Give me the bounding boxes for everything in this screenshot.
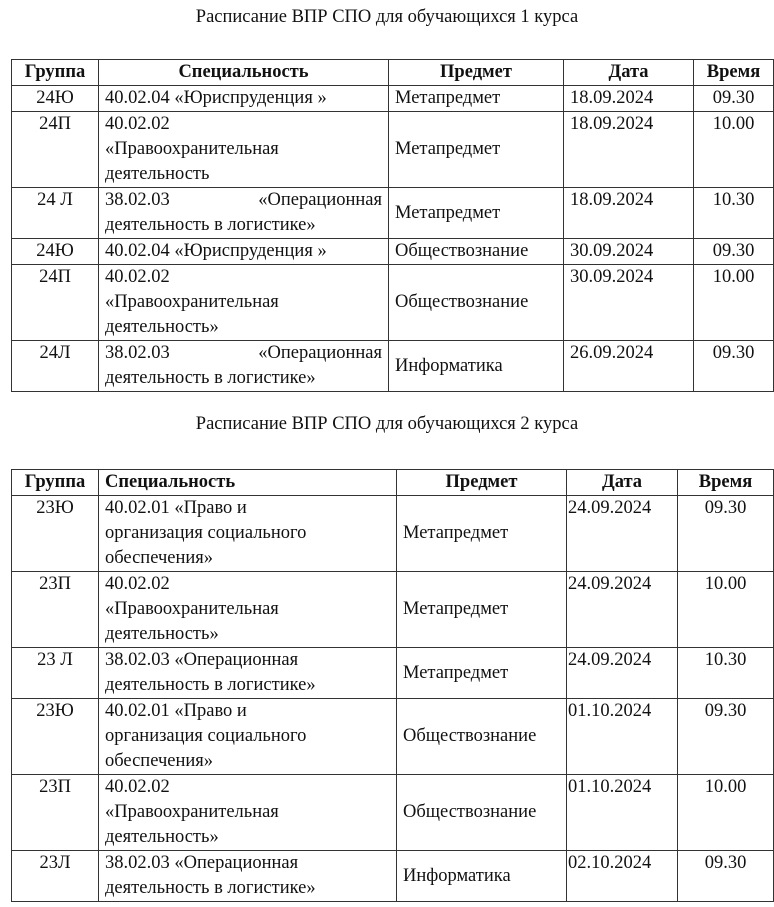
specialty-line: 40.02.02 [105,777,170,797]
specialty-line: «Правоохранительная [105,599,279,619]
cell-specialty [99,775,397,851]
cell-date: 18.09.2024 [564,86,694,112]
header-group: Группа [12,60,99,86]
header-specialty: Специальность [99,470,397,496]
table-row [12,341,774,392]
specialty-line: 40.02.02 [105,267,170,287]
specialty-line: 38.02.03 «Операционная [105,343,382,363]
header-subject: Предмет [389,60,564,86]
header-group: Группа [12,470,99,496]
cell-specialty [99,496,397,572]
schedule-title-course-1: Расписание ВПР СПО для обучающихся 1 курса [195,7,579,27]
table-row [12,648,774,699]
table-row [12,851,774,902]
cell-time: 10.30 [694,188,774,239]
cell-specialty [99,699,397,775]
cell-group: 23П [12,775,99,851]
specialty-line: 38.02.03 «Операционная [105,853,299,873]
cell-group: 24Ю [12,239,99,265]
cell-specialty [99,648,397,699]
cell-group: 24Ю [12,86,99,112]
specialty-line: деятельность» [105,827,219,847]
cell-group: 24П [12,265,99,341]
specialty-line: 38.02.03 «Операционная [105,190,382,210]
cell-subject: Информатика [397,851,567,902]
cell-subject: Метапредмет [397,648,567,699]
specialty-line: обеспечения» [105,751,214,771]
cell-date: 18.09.2024 [564,188,694,239]
specialty-line: организация социального [105,523,307,543]
cell-specialty [99,341,389,392]
specialty-line: 40.02.01 «Право и [105,701,247,721]
cell-date: 30.09.2024 [564,265,694,341]
cell-subject: Информатика [389,341,564,392]
cell-group: 23Л [12,851,99,902]
cell-group: 24П [12,112,99,188]
cell-group: 24Л [12,341,99,392]
cell-time: 09.30 [694,86,774,112]
specialty-line: «Правоохранительная [105,292,279,312]
specialty-line: деятельность» [105,624,219,644]
specialty-line: «Правоохранительная [105,139,279,159]
specialty-line: деятельность в логистике» [105,878,316,898]
table-row [12,112,774,188]
cell-date: 18.09.2024 [564,112,694,188]
cell-subject: Обществознание [389,239,564,265]
cell-group: 24 Л [12,188,99,239]
cell-subject: Метапредмет [389,112,564,188]
cell-date: 24.09.2024 [567,496,678,572]
cell-specialty [99,239,389,265]
cell-date: 30.09.2024 [564,239,694,265]
cell-specialty [99,188,389,239]
cell-time: 09.30 [694,239,774,265]
specialty-line: 40.02.02 [105,114,170,134]
cell-time: 09.30 [678,496,774,572]
table-row [12,188,774,239]
table-header-row [12,60,774,86]
cell-time: 10.00 [678,775,774,851]
specialty-line: организация социального [105,726,307,746]
schedule-table-course-2 [11,469,774,902]
cell-subject: Обществознание [397,775,567,851]
cell-time: 10.30 [678,648,774,699]
specialty-line: «Правоохранительная [105,802,279,822]
cell-date: 02.10.2024 [567,851,678,902]
header-time: Время [694,60,774,86]
cell-time: 09.30 [694,341,774,392]
table-header-row [12,470,774,496]
cell-date: 24.09.2024 [567,572,678,648]
cell-subject: Обществознание [389,265,564,341]
cell-subject: Метапредмет [389,86,564,112]
cell-date: 01.10.2024 [567,775,678,851]
specialty-line: 38.02.03 «Операционная [105,650,299,670]
table-row [12,239,774,265]
cell-specialty [99,265,389,341]
specialty-line: деятельность [105,164,210,184]
cell-subject: Обществознание [397,699,567,775]
cell-group: 23Ю [12,496,99,572]
specialty-line: 40.02.01 «Право и [105,498,247,518]
table-row [12,265,774,341]
header-time: Время [678,470,774,496]
specialty-line: обеспечения» [105,548,214,568]
header-date: Дата [564,60,694,86]
specialty-line: деятельность» [105,317,219,337]
cell-subject: Метапредмет [397,572,567,648]
cell-time: 09.30 [678,851,774,902]
table-row [12,86,774,112]
cell-subject: Метапредмет [389,188,564,239]
table-row [12,699,774,775]
cell-time: 10.00 [694,265,774,341]
table-row [12,572,774,648]
specialty-line: деятельность в логистике» [105,215,316,235]
cell-specialty [99,112,389,188]
cell-date: 24.09.2024 [567,648,678,699]
cell-specialty [99,851,397,902]
schedule-title-course-2: Расписание ВПР СПО для обучающихся 2 курса [195,414,579,434]
cell-subject: Метапредмет [397,496,567,572]
specialty-line: 40.02.04 «Юриспруденция » [105,88,327,108]
table-row [12,496,774,572]
cell-time: 09.30 [678,699,774,775]
header-subject: Предмет [397,470,567,496]
cell-time: 10.00 [678,572,774,648]
header-specialty: Специальность [99,60,389,86]
cell-specialty [99,572,397,648]
specialty-line: 40.02.04 «Юриспруденция » [105,241,327,261]
header-date: Дата [567,470,678,496]
schedule-table-course-1 [11,59,774,392]
specialty-line: деятельность в логистике» [105,675,316,695]
cell-date: 01.10.2024 [567,699,678,775]
cell-date: 26.09.2024 [564,341,694,392]
table-row [12,775,774,851]
cell-time: 10.00 [694,112,774,188]
cell-group: 23 Л [12,648,99,699]
specialty-line: деятельность в логистике» [105,368,316,388]
cell-group: 23Ю [12,699,99,775]
specialty-line: 40.02.02 [105,574,170,594]
cell-specialty [99,86,389,112]
cell-group: 23П [12,572,99,648]
